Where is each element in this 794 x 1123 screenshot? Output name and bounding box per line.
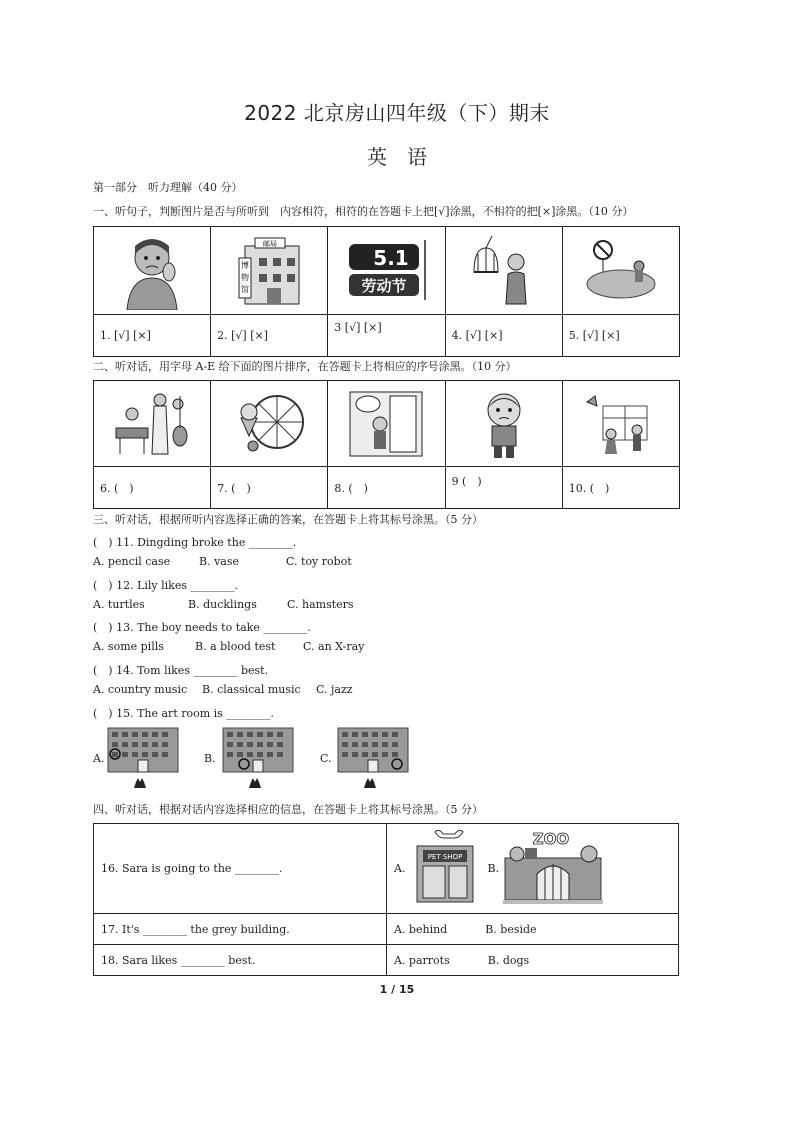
answer-1[interactable]: 1. [√] [×] xyxy=(94,315,211,357)
section1-table xyxy=(93,226,680,357)
question-18: 18. Sara likes ________ best. xyxy=(94,945,387,976)
q11-option-c[interactable]: C. toy robot xyxy=(286,555,352,568)
q12-option-c[interactable]: C. hamsters xyxy=(287,598,354,611)
q13-option-c[interactable]: C. an X-ray xyxy=(303,640,365,653)
answer-4[interactable]: 4. [√] [×] xyxy=(445,315,562,357)
question-12: ( ) 12. Lily likes ________. xyxy=(93,579,238,592)
birdcage-man-icon xyxy=(446,232,562,310)
answer-8[interactable]: 8. ( ) xyxy=(328,467,445,509)
answer-7[interactable]: 7. ( ) xyxy=(211,467,328,509)
building-b-icon xyxy=(221,726,295,795)
boy-at-door-icon xyxy=(328,388,444,460)
subject-title: 英 语 xyxy=(367,145,427,169)
q16-option-a[interactable]: A. xyxy=(394,862,406,875)
sign-post-office: 邮局 xyxy=(263,239,278,248)
section4-table xyxy=(93,823,679,976)
q13-option-a[interactable]: A. some pills xyxy=(93,640,164,653)
question-11: ( ) 11. Dingding broke the ________. xyxy=(93,536,297,549)
sign-char-3: 馆 xyxy=(241,284,250,294)
q14-option-a[interactable]: A. country music xyxy=(93,683,188,696)
q12-option-a[interactable]: A. turtles xyxy=(93,598,145,611)
q14-option-c[interactable]: C. jazz xyxy=(316,683,353,696)
pet-shop-icon xyxy=(409,828,479,909)
section2-heading: 二、听对话，用字母 A-E 给下面的图片排序，在答题卡上将相应的序号涂黑。（10 分） xyxy=(93,360,517,373)
building-c-icon xyxy=(336,726,410,795)
sign-char-1: 博 xyxy=(241,260,250,270)
sick-boy-icon xyxy=(94,232,210,310)
page-number: 1 / 15 xyxy=(379,983,415,996)
boy-running-icon xyxy=(563,388,679,460)
q14-option-b[interactable]: B. classical music xyxy=(202,683,301,696)
labor-day-number: 5.1 xyxy=(373,245,410,270)
labor-day-icon xyxy=(328,236,444,306)
section2-table xyxy=(93,380,680,509)
worried-boy-icon xyxy=(446,388,562,460)
question-14: ( ) 14. Tom likes ________ best. xyxy=(93,664,269,677)
labor-day-label: 劳动节 xyxy=(361,276,407,295)
question-15: ( ) 15. The art room is ________. xyxy=(93,707,274,720)
q16-option-b[interactable]: B. xyxy=(487,862,500,875)
answer-9[interactable]: 9 ( ) xyxy=(445,467,562,509)
answer-5[interactable]: 5. [√] [×] xyxy=(562,315,679,357)
question-13: ( ) 13. The boy needs to take ________. xyxy=(93,621,311,634)
q15-option-c[interactable]: C. xyxy=(320,752,332,765)
answer-2[interactable]: 2. [√] [×] xyxy=(211,315,328,357)
question-16: 16. Sara is going to the ________. xyxy=(94,824,387,914)
part-heading: 第一部分 听力理解（40 分） xyxy=(93,181,243,194)
q18-option-a[interactable]: A. parrots xyxy=(394,953,450,967)
no-swimming-pond-icon xyxy=(563,232,679,310)
q12-option-b[interactable]: B. ducklings xyxy=(188,598,257,611)
q17-option-b[interactable]: B. beside xyxy=(485,922,537,936)
zoo-gate-icon xyxy=(503,828,603,909)
ferris-wheel-icon xyxy=(211,388,327,460)
building-a-icon xyxy=(106,726,180,795)
answer-6[interactable]: 6. ( ) xyxy=(94,467,211,509)
sign-char-2: 物 xyxy=(241,272,250,282)
section4-heading: 四、听对话，根据对话内容选择相应的信息，在答题卡上将其标号涂黑。（5 分） xyxy=(93,803,483,816)
q15-option-b[interactable]: B. xyxy=(204,752,216,765)
musicians-icon xyxy=(94,388,210,460)
q18-option-b[interactable]: B. dogs xyxy=(487,953,530,967)
answer-3[interactable]: 3 [√] [×] xyxy=(328,315,445,357)
zoo-sign: ZOO xyxy=(532,830,570,848)
q15-option-a[interactable]: A. xyxy=(93,752,105,765)
section3-heading: 三、听对话，根据所听内容选择正确的答案，在答题卡上将其标号涂黑。（5 分） xyxy=(93,513,483,526)
q17-option-a[interactable]: A. behind xyxy=(394,922,448,936)
q13-option-b[interactable]: B. a blood test xyxy=(195,640,276,653)
q11-option-a[interactable]: A. pencil case xyxy=(93,555,171,568)
question-17: 17. It's ________ the grey building. xyxy=(94,914,387,945)
pet-shop-sign: PET SHOP xyxy=(428,853,463,861)
section1-heading: 一、听句子，判断图片是否与所听到 内容相符，相符的在答题卡上把[√]涂黑，不相符的把[×]涂黑。（10 分） xyxy=(93,205,634,218)
answer-10[interactable]: 10. ( ) xyxy=(562,467,679,509)
q11-option-b[interactable]: B. vase xyxy=(199,555,240,568)
museum-building-icon xyxy=(211,232,327,310)
page-title: 2022 北京房山四年级（下）期末 xyxy=(244,101,550,125)
